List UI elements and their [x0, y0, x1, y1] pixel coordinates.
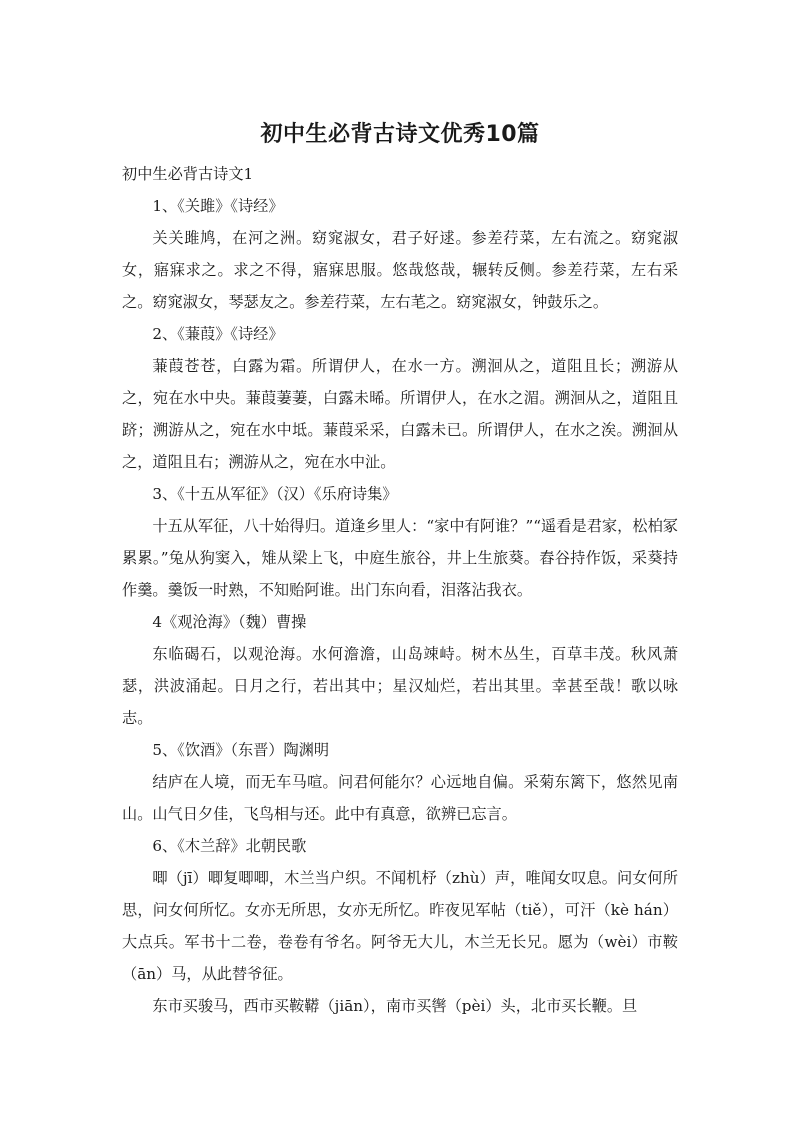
section-heading: 初中生必背古诗文1	[122, 165, 254, 183]
poem-heading: 1、《关雎》《诗经》	[152, 197, 284, 215]
poem-text: 结庐在人境，而无车马喧。问君何能尔？心远地自偏。采菊东篱下，悠然见南山。山气日夕佳，飞鸟相与还。此中有真意，欲辨已忘言。	[122, 773, 678, 823]
document-title: 初中生必背古诗文优秀10篇	[260, 122, 540, 147]
poem-text: 东临碣石，以观沧海。水何澹澹，山岛竦峙。树木丛生，百草丰茂。秋风萧瑟，洪波涌起。日月之行，若出其中；星汉灿烂，若出其里。幸甚至哉！歌以咏志。	[122, 645, 678, 727]
poem-text-continued: 东市买骏马，西市买鞍鞯（jiān），南市买辔（pèi）头，北市买长鞭。旦	[152, 997, 638, 1015]
poem-heading: 3、《十五从军征》（汉）《乐府诗集》	[152, 485, 398, 503]
poem-text: 蒹葭苍苍，白露为霜。所谓伊人，在水一方。溯洄从之，道阻且长；溯游从之，宛在水中央。蒹葭萋萋，白露未晞。所谓伊人，在水之湄。溯洄从之，道阻且跻；溯游从之，宛在水中坻。蒹葭采采，白露未已。所谓伊人，在水之涘。溯洄从之，道阻且右；溯游从之，宛在水中沚。	[122, 357, 678, 471]
poem-text: 唧（jī）唧复唧唧，木兰当户织。不闻机杼（zhù）声，唯闻女叹息。问女何所思，问女何所忆。女亦无所思，女亦无所忆。昨夜见军帖（tiě），可汗（kè hán）大点兵。军书十二卷，卷卷有爷名。阿爷无大儿，木兰无长兄。愿为（wèi）市鞍（ān）马，从此替爷征。	[122, 869, 678, 983]
poem-heading: 6、《木兰辞》北朝民歌	[152, 837, 307, 855]
poem-text: 十五从军征，八十始得归。道逢乡里人：“家中有阿谁？”“遥看是君家，松柏冢累累。”兔从狗窦入，雉从梁上飞，中庭生旅谷，井上生旅葵。舂谷持作饭，采葵持作羹。羹饭一时熟，不知贻阿谁。出门东向看，泪落沾我衣。	[122, 517, 678, 599]
poem-heading: 4《观沧海》（魏）曹操	[152, 613, 307, 631]
poem-text: 关关雎鸠，在河之洲。窈窕淑女，君子好逑。参差荇菜，左右流之。窈窕淑女，寤寐求之。求之不得，寤寐思服。悠哉悠哉，辗转反侧。参差荇菜，左右采之。窈窕淑女，琴瑟友之。参差荇菜，左右芼之。窈窕淑女，钟鼓乐之。	[122, 229, 678, 311]
document-body	[122, 158, 678, 1022]
poem-heading: 2、《蒹葭》《诗经》	[152, 325, 284, 343]
poem-heading: 5、《饮酒》（东晋）陶渊明	[152, 741, 330, 759]
